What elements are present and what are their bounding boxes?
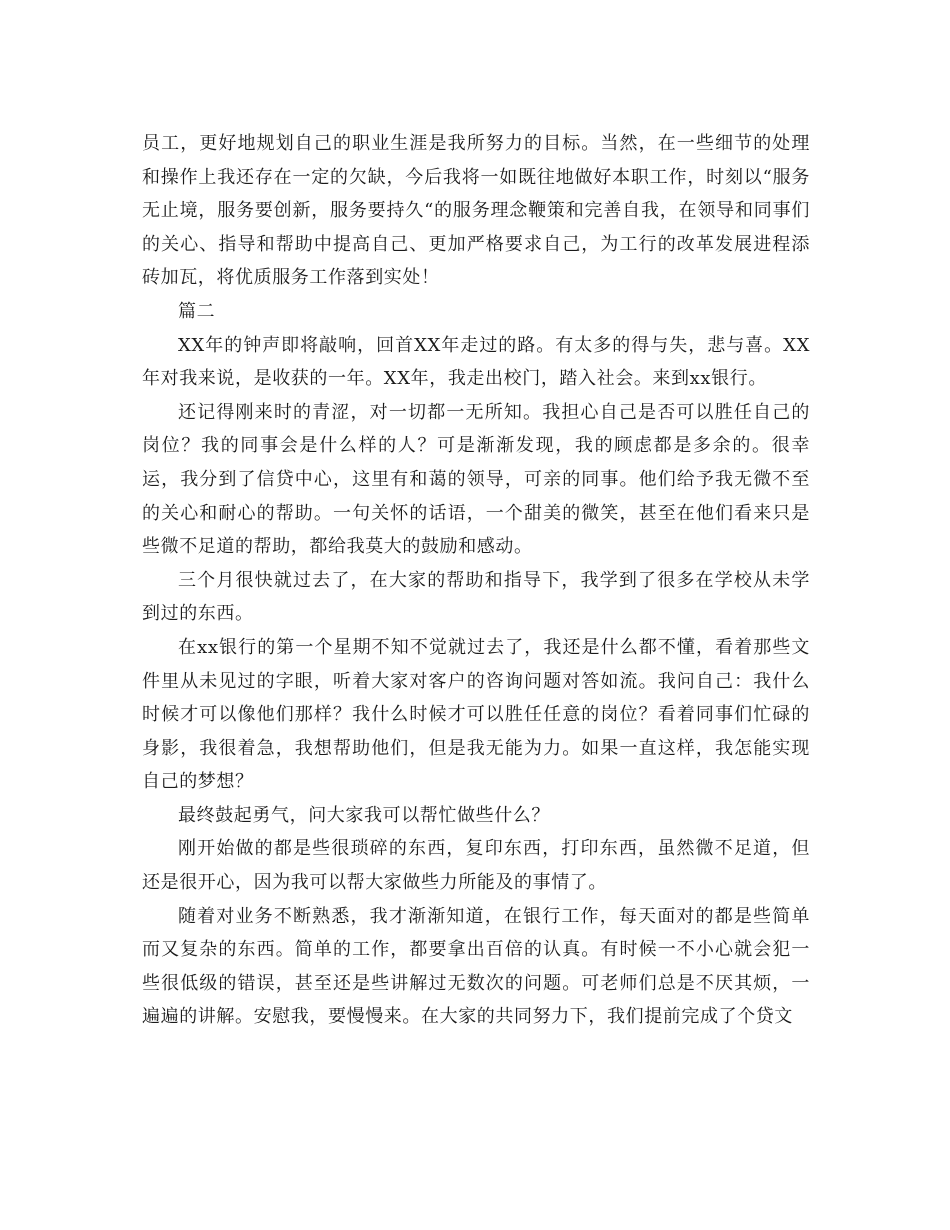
paragraph: 还记得刚来时的青涩，对一切都一无所知。我担心自己是否可以胜任自己的岗位？我的同事会是什么样的人？可是渐渐发现，我的顾虑都是多余的。很幸运，我分到了信贷中心，这里有和蔼的领导，可亲的同事。他们给予我无微不至的关心和耐心的帮助。一句关怀的话语，一个甜美的微笑，甚至在他们看来只是些微不足道的帮助，都给我莫大的鼓励和感动。 <box>142 401 810 558</box>
document-body <box>142 127 810 1034</box>
paragraph: 三个月很快就过去了，在大家的帮助和指导下，我学到了很多在学校从未学到过的东西。 <box>142 569 810 625</box>
paragraph-continuation: 员工，更好地规划自己的职业生涯是我所努力的目标。当然，在一些细节的处理和操作上我还存在一定的欠缺，今后我将一如既往地做好本职工作，时刻以“服务无止境，服务要创新，服务要持久“的服务理念鞭策和完善自我，在领导和同事们的关心、指导和帮助中提高自己、更加严格要求自己，为工行的改革发展进程添砖加瓦，将优质服务工作落到实处！ <box>142 133 810 289</box>
paragraph: 随着对业务不断熟悉，我才渐渐知道，在银行工作，每天面对的都是些简单而又复杂的东西。简单的工作，都要拿出百倍的认真。有时候一不小心就会犯一些很低级的错误，甚至还是些讲解过无数次的问题。可老师们总是不厌其烦，一遍遍的讲解。安慰我，要慢慢来。在大家的共同努力下，我们提前完成了个贷文 <box>142 905 810 1028</box>
section-heading: 篇二 <box>178 300 216 322</box>
paragraph: 最终鼓起勇气，问大家我可以帮忙做些什么？ <box>178 804 550 826</box>
paragraph: XX年的钟声即将敲响，回首XX年走过的路。有太多的得与失，悲与喜。XX年对我来说，是收获的一年。XX年，我走出校门，踏入社会。来到xx银行。 <box>142 334 810 390</box>
paragraph: 在xx银行的第一个星期不知不觉就过去了，我还是什么都不懂，看着那些文件里从未见过的字眼，听着大家对客户的咨询问题对答如流。我问自己：我什么时候才可以像他们那样？我什么时候才可以胜任任意的岗位？看着同事们忙碌的身影，我很着急，我想帮助他们，但是我无能为力。如果一直这样，我怎能实现自己的梦想？ <box>142 636 810 793</box>
paragraph: 刚开始做的都是些很琐碎的东西，复印东西，打印东西，虽然微不足道，但还是很开心，因为我可以帮大家做些力所能及的事情了。 <box>142 838 810 894</box>
